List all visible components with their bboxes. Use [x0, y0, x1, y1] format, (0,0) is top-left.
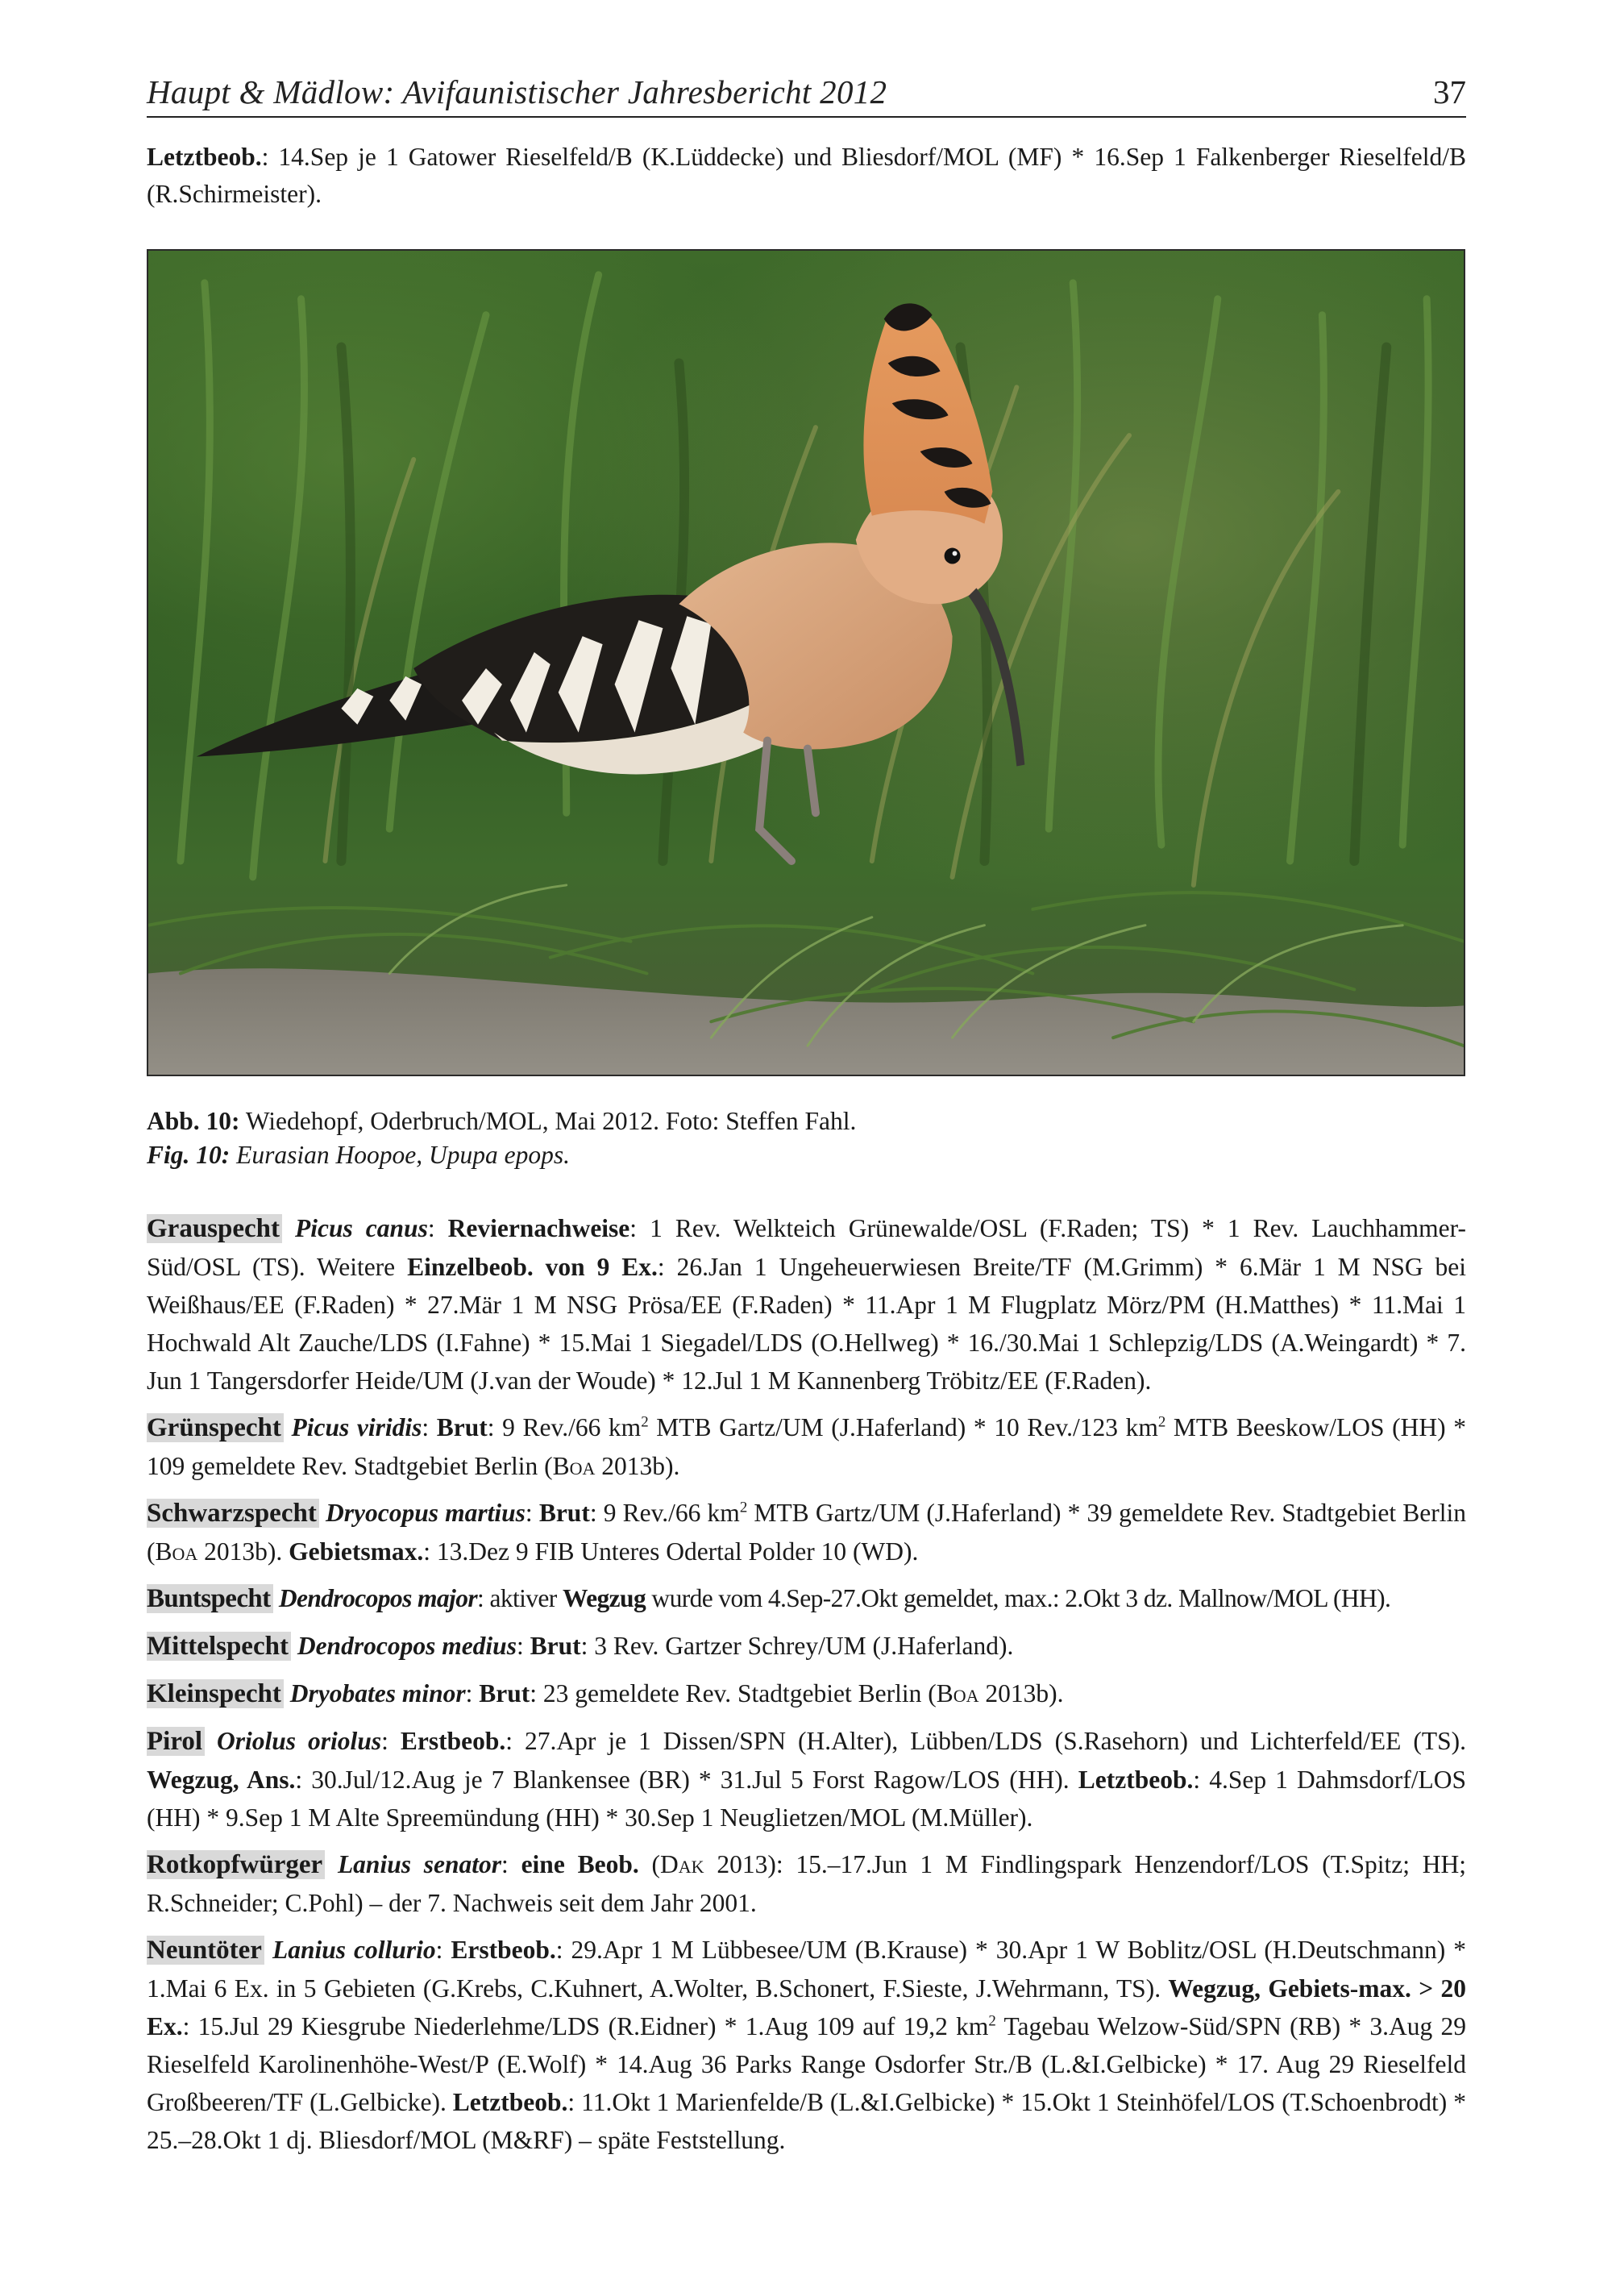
scientific-name: Dendrocopos medius: [297, 1632, 517, 1660]
superscript: 2: [1157, 1413, 1166, 1431]
entry-text: : 3 Rev. Gartzer Schrey/UM (J.Haferland).: [580, 1632, 1014, 1660]
superscript: 2: [641, 1413, 649, 1431]
intro-paragraph: [147, 139, 1466, 213]
entry-text: :: [427, 1214, 448, 1242]
species-name: Mittelspecht: [147, 1632, 291, 1661]
intro-text: : 14.Sep je 1 Gatower Rieselfeld/B (K.Lüddecke) und Bliesdorf/MOL (MF) * 16.Sep 1 Falkenberger Rieselfeld/B (R.Schirmeister).: [147, 143, 1466, 208]
entry-text: MTB Beeskow/LOS (HH) * 109 gemeldete Rev. Stadtgebiet Berlin (B: [147, 1413, 1466, 1480]
hoopoe-photo: [147, 249, 1465, 1076]
species-name: Rotkopfwürger: [147, 1850, 325, 1879]
scientific-name: Oriolus oriolus: [217, 1727, 382, 1755]
caption-english-label: Fig. 10:: [147, 1141, 231, 1169]
entry-text: : 9 Rev./66 km: [589, 1499, 740, 1527]
caption-english-text: Eurasian Hoopoe, Upupa epops.: [230, 1141, 570, 1169]
entry-text: 2013b).: [197, 1537, 289, 1566]
entry-text: : 30.Jul/12.Aug je 7 Blankensee (BR) * 31.Jul 5 Forst Ragow/LOS (HH).: [295, 1766, 1078, 1794]
entry-text: :: [422, 1413, 437, 1441]
entry-text: : 1 Rev. Welkteich Grünewalde/OSL (F.Raden; TS) * 1 Rev. Lauchhammer-Süd/OSL (TS). Weitere: [147, 1214, 1467, 1281]
caption-english: [147, 1138, 1466, 1172]
entry-text: MTB Gartz/UM (J.Haferland) * 39 gemeldete Rev. Stadtgebiet Berlin (B: [147, 1499, 1467, 1566]
entry-text: Tagebau Welzow-Süd/SPN (RB) * 3.Aug 29 Rieselfeld Karolinenhöhe-West/P (E.Wolf) * 14.Aug 36 Parks Range Osdorfer Str./B (L.&I.Gelbicke) * 17. Aug 29 Rieselfeld Großbeeren/TF (L.Gelbicke).: [147, 2012, 1466, 2116]
scientific-name: Lanius collurio: [272, 1936, 436, 1964]
entry-label: Letztbeob.: [1078, 1766, 1194, 1794]
small-caps-text: ak: [678, 1850, 704, 1878]
entry-text: :: [435, 1936, 451, 1964]
scientific-name: Picus viridis: [291, 1413, 422, 1441]
entry-label: Einzelbeob. von 9 Ex.: [407, 1253, 658, 1281]
species-entry-schwarzspecht: [147, 1494, 1466, 1570]
scientific-name: Dendrocopos major: [278, 1584, 478, 1612]
species-name: Pirol: [147, 1727, 205, 1756]
entry-text: :: [516, 1632, 530, 1660]
species-name: Neuntöter: [147, 1936, 264, 1965]
intro-label: Letztbeob.: [147, 143, 262, 171]
entry-text: :: [501, 1850, 521, 1878]
scientific-name: Dryobates minor: [289, 1679, 466, 1707]
entry-text: : 15.Jul 29 Kiesgrube Niederlehme/LDS (R.Eidner) * 1.Aug 109 auf 19,2 km: [182, 2012, 989, 2040]
entry-label: Wegzug: [562, 1584, 646, 1612]
entry-label: Brut: [530, 1632, 581, 1660]
journal-title: Haupt & Mädlow: Avifaunistischer Jahresbericht 2012: [147, 73, 887, 110]
caption-german-text: Wiedehopf, Oderbruch/MOL, Mai 2012. Foto: Steffen Fahl.: [239, 1107, 857, 1135]
species-entry-pirol: [147, 1722, 1466, 1836]
entry-label: Wegzug, Gebiets-max. > 20 Ex.: [147, 1974, 1466, 2040]
species-accounts: [147, 1209, 1466, 2168]
caption-german-label: Abb. 10:: [147, 1107, 240, 1135]
species-name: Kleinspecht: [147, 1679, 284, 1708]
entry-text: 2013b).: [595, 1452, 680, 1480]
entry-text: (D: [638, 1850, 679, 1878]
entry-text: : 9 Rev./66 km: [487, 1413, 642, 1441]
superscript: 2: [739, 1499, 748, 1516]
species-entry-buntspecht: [147, 1579, 1466, 1618]
entry-text: : 23 gemeldete Rev. Stadtgebiet Berlin (B: [530, 1679, 953, 1707]
entry-text: :: [525, 1499, 539, 1527]
entry-text: 2013): 15.–17.Jun 1 M Findlingspark Henzendorf/LOS (T.Spitz; HH; R.Schneider; C.Pohl) – der 7. Nachweis seit dem Jahr 2001.: [147, 1850, 1467, 1917]
entry-text: : 11.Okt 1 Marienfelde/B (L.&I.Gelbicke) * 15.Okt 1 Steinhöfel/LOS (T.Schoenbrodt) * 25.–28.Okt 1 dj. Bliesdorf/MOL (M&RF) – späte Feststellung.: [147, 2088, 1466, 2154]
entry-label: Wegzug, Ans.: [147, 1766, 296, 1794]
species-name: Buntspecht: [147, 1584, 273, 1613]
entry-label: eine Beob.: [521, 1850, 639, 1878]
entry-label: Erstbeob.: [400, 1727, 506, 1755]
small-caps-text: oa: [569, 1452, 596, 1480]
entry-text: : aktiver: [477, 1584, 563, 1612]
entry-label: Gebietsmax.: [289, 1537, 424, 1566]
running-header: [147, 66, 1466, 118]
figure-caption: [147, 1104, 1466, 1172]
entry-text: MTB Gartz/UM (J.Haferland) * 10 Rev./123 km: [648, 1413, 1158, 1441]
entry-text: : 13.Dez 9 FIB Unteres Odertal Polder 10 (WD).: [423, 1537, 919, 1566]
small-caps-text: oa: [953, 1679, 979, 1707]
entry-label: Letztbeob.: [452, 2088, 568, 2116]
entry-text: : 26.Jan 1 Ungeheuerwiesen Breite/TF (M.Grimm) * 6.Mär 1 M NSG bei Weißhaus/EE (F.Raden) * 27.Mär 1 M NSG Prösa/EE (F.Raden) * 11.Apr 1 M Flugplatz Mörz/PM (H.Matthes) * 11.Mai 1 Hochwald Alt Zauche/LDS (I.Fahne) * 15.Mai 1 Siegadel/LDS (O.Hellweg) * 16./30.Mai 1 Schlepzig/LDS (A.Weingardt) * 7. Jun 1 Tangersdorfer Heide/UM (J.van der Woude) * 12.Jul 1 M Kannenberg Tröbitz/EE (F.Raden).: [147, 1253, 1466, 1395]
species-name: Grünspecht: [147, 1413, 284, 1442]
scientific-name: Dryocopus martius: [325, 1499, 526, 1527]
entry-text: : 4.Sep 1 Dahmsdorf/LOS (HH) * 9.Sep 1 M Alte Spreemündung (HH) * 30.Sep 1 Neuglietzen/MOL (M.Müller).: [147, 1766, 1467, 1832]
entry-label: Reviernachweise: [447, 1214, 630, 1242]
caption-german: [147, 1104, 1466, 1138]
superscript: 2: [988, 2012, 996, 2030]
entry-text: wurde vom 4.Sep-27.Okt gemeldet, max.: 2.Okt 3 dz. Mallnow/MOL (HH).: [646, 1584, 1391, 1612]
entry-text: 2013b).: [978, 1679, 1064, 1707]
page-number: 37: [1433, 73, 1466, 110]
scientific-name: Picus canus: [295, 1214, 428, 1242]
entry-text: : 27.Apr je 1 Dissen/SPN (H.Alter), Lübben/LDS (S.Rasehorn) und Lichterfeld/EE (TS).: [505, 1727, 1466, 1755]
species-entry-neuntoeter: [147, 1931, 1466, 2159]
entry-label: Brut: [479, 1679, 530, 1707]
entry-text: :: [381, 1727, 401, 1755]
entry-label: Erstbeob.: [451, 1936, 556, 1964]
species-entry-mittelspecht: [147, 1627, 1466, 1666]
scientific-name: Lanius senator: [337, 1850, 502, 1878]
species-entry-grauspecht: [147, 1209, 1466, 1400]
species-entry-gruenspecht: [147, 1408, 1466, 1485]
small-caps-text: oa: [172, 1537, 198, 1566]
entry-label: Brut: [436, 1413, 488, 1441]
entry-text: : 29.Apr 1 M Lübbesee/UM (B.Krause) * 30.Apr 1 W Boblitz/OSL (H.Deutschmann) * 1.Mai 6 Ex. in 5 Gebieten (G.Krebs, C.Kuhnert, A.Wolter, B.Schonert, F.Sieste, J.Wehrmann, TS).: [147, 1936, 1466, 2003]
species-name: Schwarzspecht: [147, 1499, 319, 1528]
species-entry-rotkopfwuerger: [147, 1845, 1466, 1922]
entry-text: :: [465, 1679, 480, 1707]
species-name: Grauspecht: [147, 1214, 282, 1243]
species-entry-kleinspecht: [147, 1674, 1466, 1713]
entry-label: Brut: [538, 1499, 590, 1527]
